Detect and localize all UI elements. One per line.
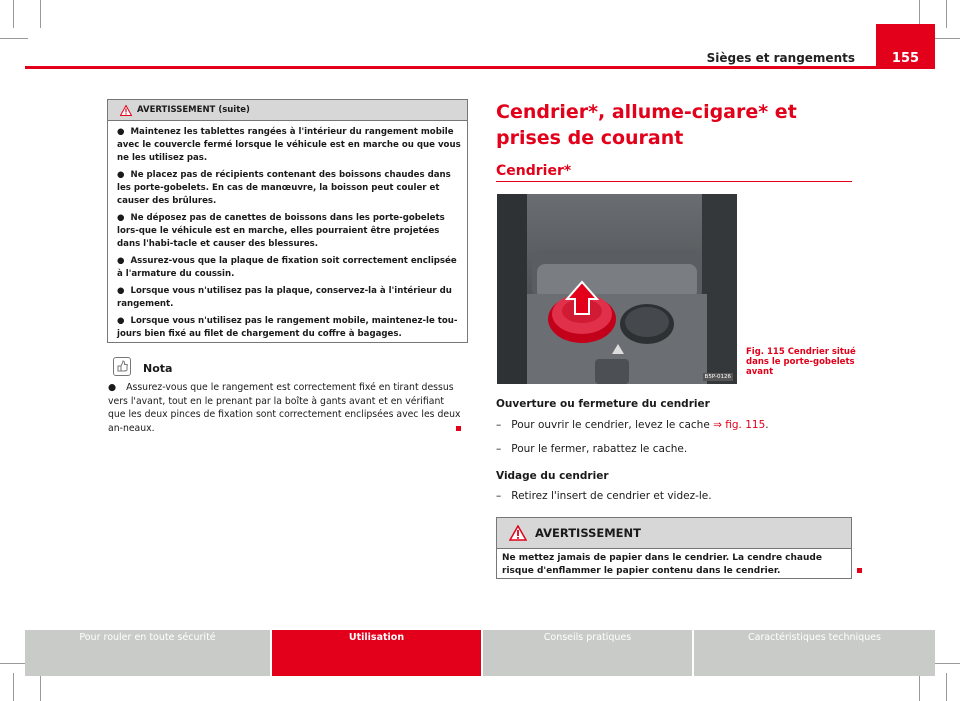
crop-mark [13,673,14,701]
step-open: – Pour ouvrir le cendrier, levez le cache ⇒ fig. 115. [496,419,769,431]
warning-item: ● Lorsque vous n'utilisez pas le rangement mobile, maintenez-le tou-jours bien fixé au filet de chargement du coffre à bagages. [117,316,458,339]
step-close: – Pour le fermer, rabattez le cache. [496,443,688,455]
subtitle-rule [496,181,852,182]
warning-header [108,100,467,121]
section-subtitle: Cendrier* [496,163,572,179]
note-text: ● Assurez-vous que le rangement est correctement fixé en tirant dessus vers l'avant, tout en le prenant par la boîte à gants avant et en vérifiant que les deux pinces de fixation sont correctement enclipsées avec les deux an-neaux. [108,382,461,434]
crop-mark [946,0,947,28]
crop-mark [919,673,920,701]
page-number: 155 [891,51,920,66]
warning-title: AVERTISSEMENT [535,526,642,540]
warning-text: Ne mettez jamais de papier dans le cendrier. La cendre chaude risque d'enflammer le papier contenu dans le cendrier. [502,553,822,576]
step-empty: – Retirez l'insert de cendrier et videz-le. [496,490,712,502]
crop-mark [932,663,960,664]
warning-box-continued [107,99,468,343]
crop-mark [40,673,41,701]
footer-tabs [25,630,935,676]
page-title: Cendrier*, allume-cigare* et prises de courant [496,101,797,149]
warning-header [497,518,851,549]
crop-mark [946,673,947,701]
header-rule [25,66,935,69]
tab-operation[interactable]: Utilisation [270,630,481,676]
figure-reference-link[interactable]: ⇒ fig. 115 [713,419,766,431]
warning-item: ● Assurez-vous que la plaque de fixation soit correctement enclipsée à l'armature du coussin. [117,256,457,279]
warning-triangle-icon [120,105,132,116]
figure-caption: Fig. 115 Cendrier situé dans le porte-gobelets avant [746,347,856,377]
section-title: Sièges et rangements [706,51,855,65]
open-close-heading: Ouverture ou fermeture du cendrier [496,398,710,410]
crop-mark [932,38,960,39]
warning-item: ● Maintenez les tablettes rangées à l'intérieur du rangement mobile avec le couvercle fermé lorsque le véhicule est en marche ou que vous ne les utilisez pas. [117,127,461,163]
tab-practical-tips[interactable]: Conseils pratiques [481,630,692,676]
note-icon [113,357,131,376]
empty-heading: Vidage du cendrier [496,470,609,482]
warning-title: AVERTISSEMENT (suite) [137,105,250,115]
warning-triangle-icon [509,525,527,541]
end-of-section-mark [857,568,862,573]
figure-ashtray-photo [497,194,737,384]
crop-mark [0,38,28,39]
end-of-section-mark [456,426,461,431]
warning-box [496,517,852,579]
note-title: Nota [143,362,173,375]
figure-code: B5P-0126 [704,374,731,380]
crop-mark [0,663,28,664]
crop-mark [13,0,14,28]
ashtray-illustration [497,194,737,384]
warning-item: ● Ne placez pas de récipients contenant des boissons chaudes dans les porte-gobelets. En cas de manœuvre, la boisson peut couler et causer des brûlures. [117,170,451,206]
warning-list [108,121,467,341]
crop-mark [40,0,41,28]
tab-safety[interactable]: Pour rouler en toute sécurité [25,630,270,676]
warning-item: ● Lorsque vous n'utilisez pas la plaque, conservez-la à l'intérieur du rangement. [117,286,452,309]
warning-item: ● Ne déposez pas de canettes de boissons dans les porte-gobelets lors-que le véhicule est en marche, elles pourraient être projetées dans l'habi-tacle et causer des blessures. [117,213,445,249]
tab-technical-data[interactable]: Caractéristiques techniques [692,630,935,676]
page-number-box [876,24,935,69]
